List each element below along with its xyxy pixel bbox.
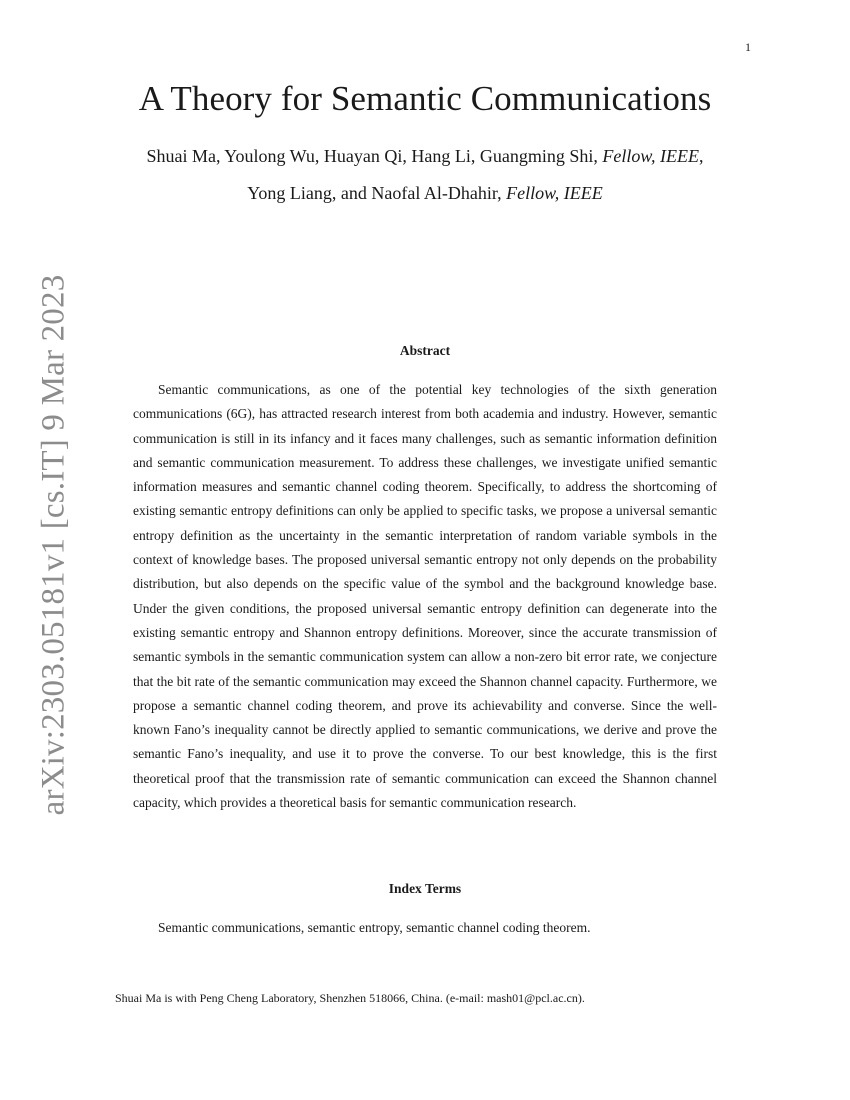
paper-title: A Theory for Semantic Communications (138, 79, 712, 118)
fellow-designation: Fellow, IEEE (602, 146, 700, 166)
author-punctuation: , (699, 146, 704, 166)
author-names: Yong Liang, and Naofal Al-Dhahir, (247, 183, 507, 203)
affiliation-footnote: Shuai Ma is with Peng Cheng Laboratory, Shenzhen 518066, China. (e-mail: mash01@pcl.ac.cn). (115, 991, 585, 1005)
abstract-body: Semantic communications, as one of the potential key technologies of the sixth generation communications (6G), has attracted research interest from both academia and industry. However, semantic communication is still in its infancy and it faces many challenges, such as semantic information definition and semantic communication measurement. To address these challenges, we investigate unified semantic information measures and semantic channel coding theorem. Specifically, to address the shortcoming of existing semantic entropy definitions can only be applied to specific tasks, we propose a universal semantic entropy definition as the uncertainty in the semantic interpretation of random variable symbols in the context of knowledge bases. The proposed universal semantic entropy not only depends on the probability distribution, but also depends on the specific value of the symbol and the background knowledge base. Under the given conditions, the proposed universal semantic entropy definition can degenerate into the existing semantic entropy and Shannon entropy definitions. Moreover, since the accurate transmission of semantic symbols in the semantic communication system can allow a non-zero bit error rate, we conjecture that the bit rate of the semantic communication may exceed the Shannon channel capacity. Furthermore, we propose a semantic channel coding theorem, and prove its achievability and converse. Since the well-known Fano’s inequality cannot be directly applied to semantic communications, we derive and prove the semantic Fano’s inequality, and use it to prove the converse. To our best knowledge, this is the first theoretical proof that the transmission rate of semantic communication can exceed the Shannon channel capacity, which provides a theoretical basis for semantic communication research. (133, 382, 717, 811)
page-number: 1 (745, 40, 751, 54)
author-names: Shuai Ma, Youlong Wu, Huayan Qi, Hang Li, Guangming Shi, (146, 146, 603, 166)
index-terms-body: Semantic communications, semantic entropy, semantic channel coding theorem. (158, 920, 591, 935)
arxiv-identifier-stamp: arXiv:2303.05181v1 [cs.IT] 9 Mar 2023 (35, 274, 72, 816)
abstract-heading: Abstract (399, 343, 451, 358)
index-terms-heading: Index Terms (388, 881, 462, 896)
author-list-line-1 (0, 146, 850, 167)
fellow-designation: Fellow, IEEE (506, 183, 603, 203)
author-list-line-2 (0, 183, 850, 204)
